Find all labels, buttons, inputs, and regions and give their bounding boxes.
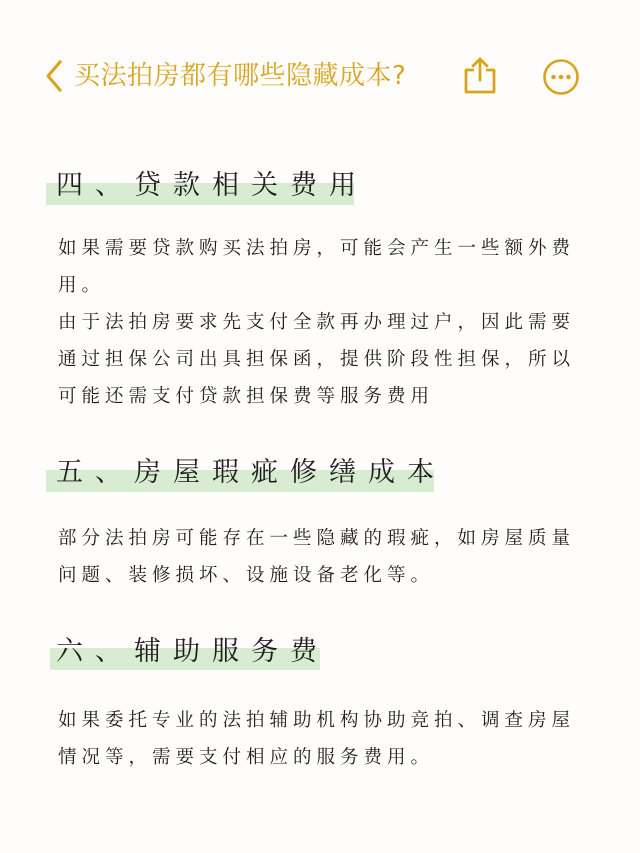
paragraph: 部分法拍房可能存在一些隐藏的瑕疵，如房屋质量问题、装修损坏、设施设备老化等。 (58, 528, 576, 586)
paragraph: 由于法拍房要求先支付全款再办理过户，因此需要通过担保公司出具担保函，提供阶段性担保，所以可能还需支付贷款担保费等服务费用 (58, 312, 576, 407)
section-heading: 六、辅助服务费 (56, 636, 329, 667)
share-icon (462, 56, 498, 96)
more-dots-icon (542, 58, 580, 96)
paragraph: 如果委托专业的法拍辅助机构协助竞拍、调查房屋情况等，需要支付相应的服务费用。 (58, 710, 576, 768)
more-button[interactable] (542, 58, 580, 96)
top-nav-bar (0, 0, 640, 150)
section-heading: 四、贷款相关费用 (56, 170, 368, 201)
section-heading: 五、房屋瑕疵修缮成本 (56, 457, 446, 488)
back-button[interactable] (40, 56, 70, 96)
share-button[interactable] (462, 56, 498, 96)
chevron-left-icon (40, 56, 70, 96)
page-title: 买法拍房都有哪些隐藏成本? (74, 61, 407, 91)
paragraph: 如果需要贷款购买法拍房，可能会产生一些额外费用。 (58, 238, 576, 296)
